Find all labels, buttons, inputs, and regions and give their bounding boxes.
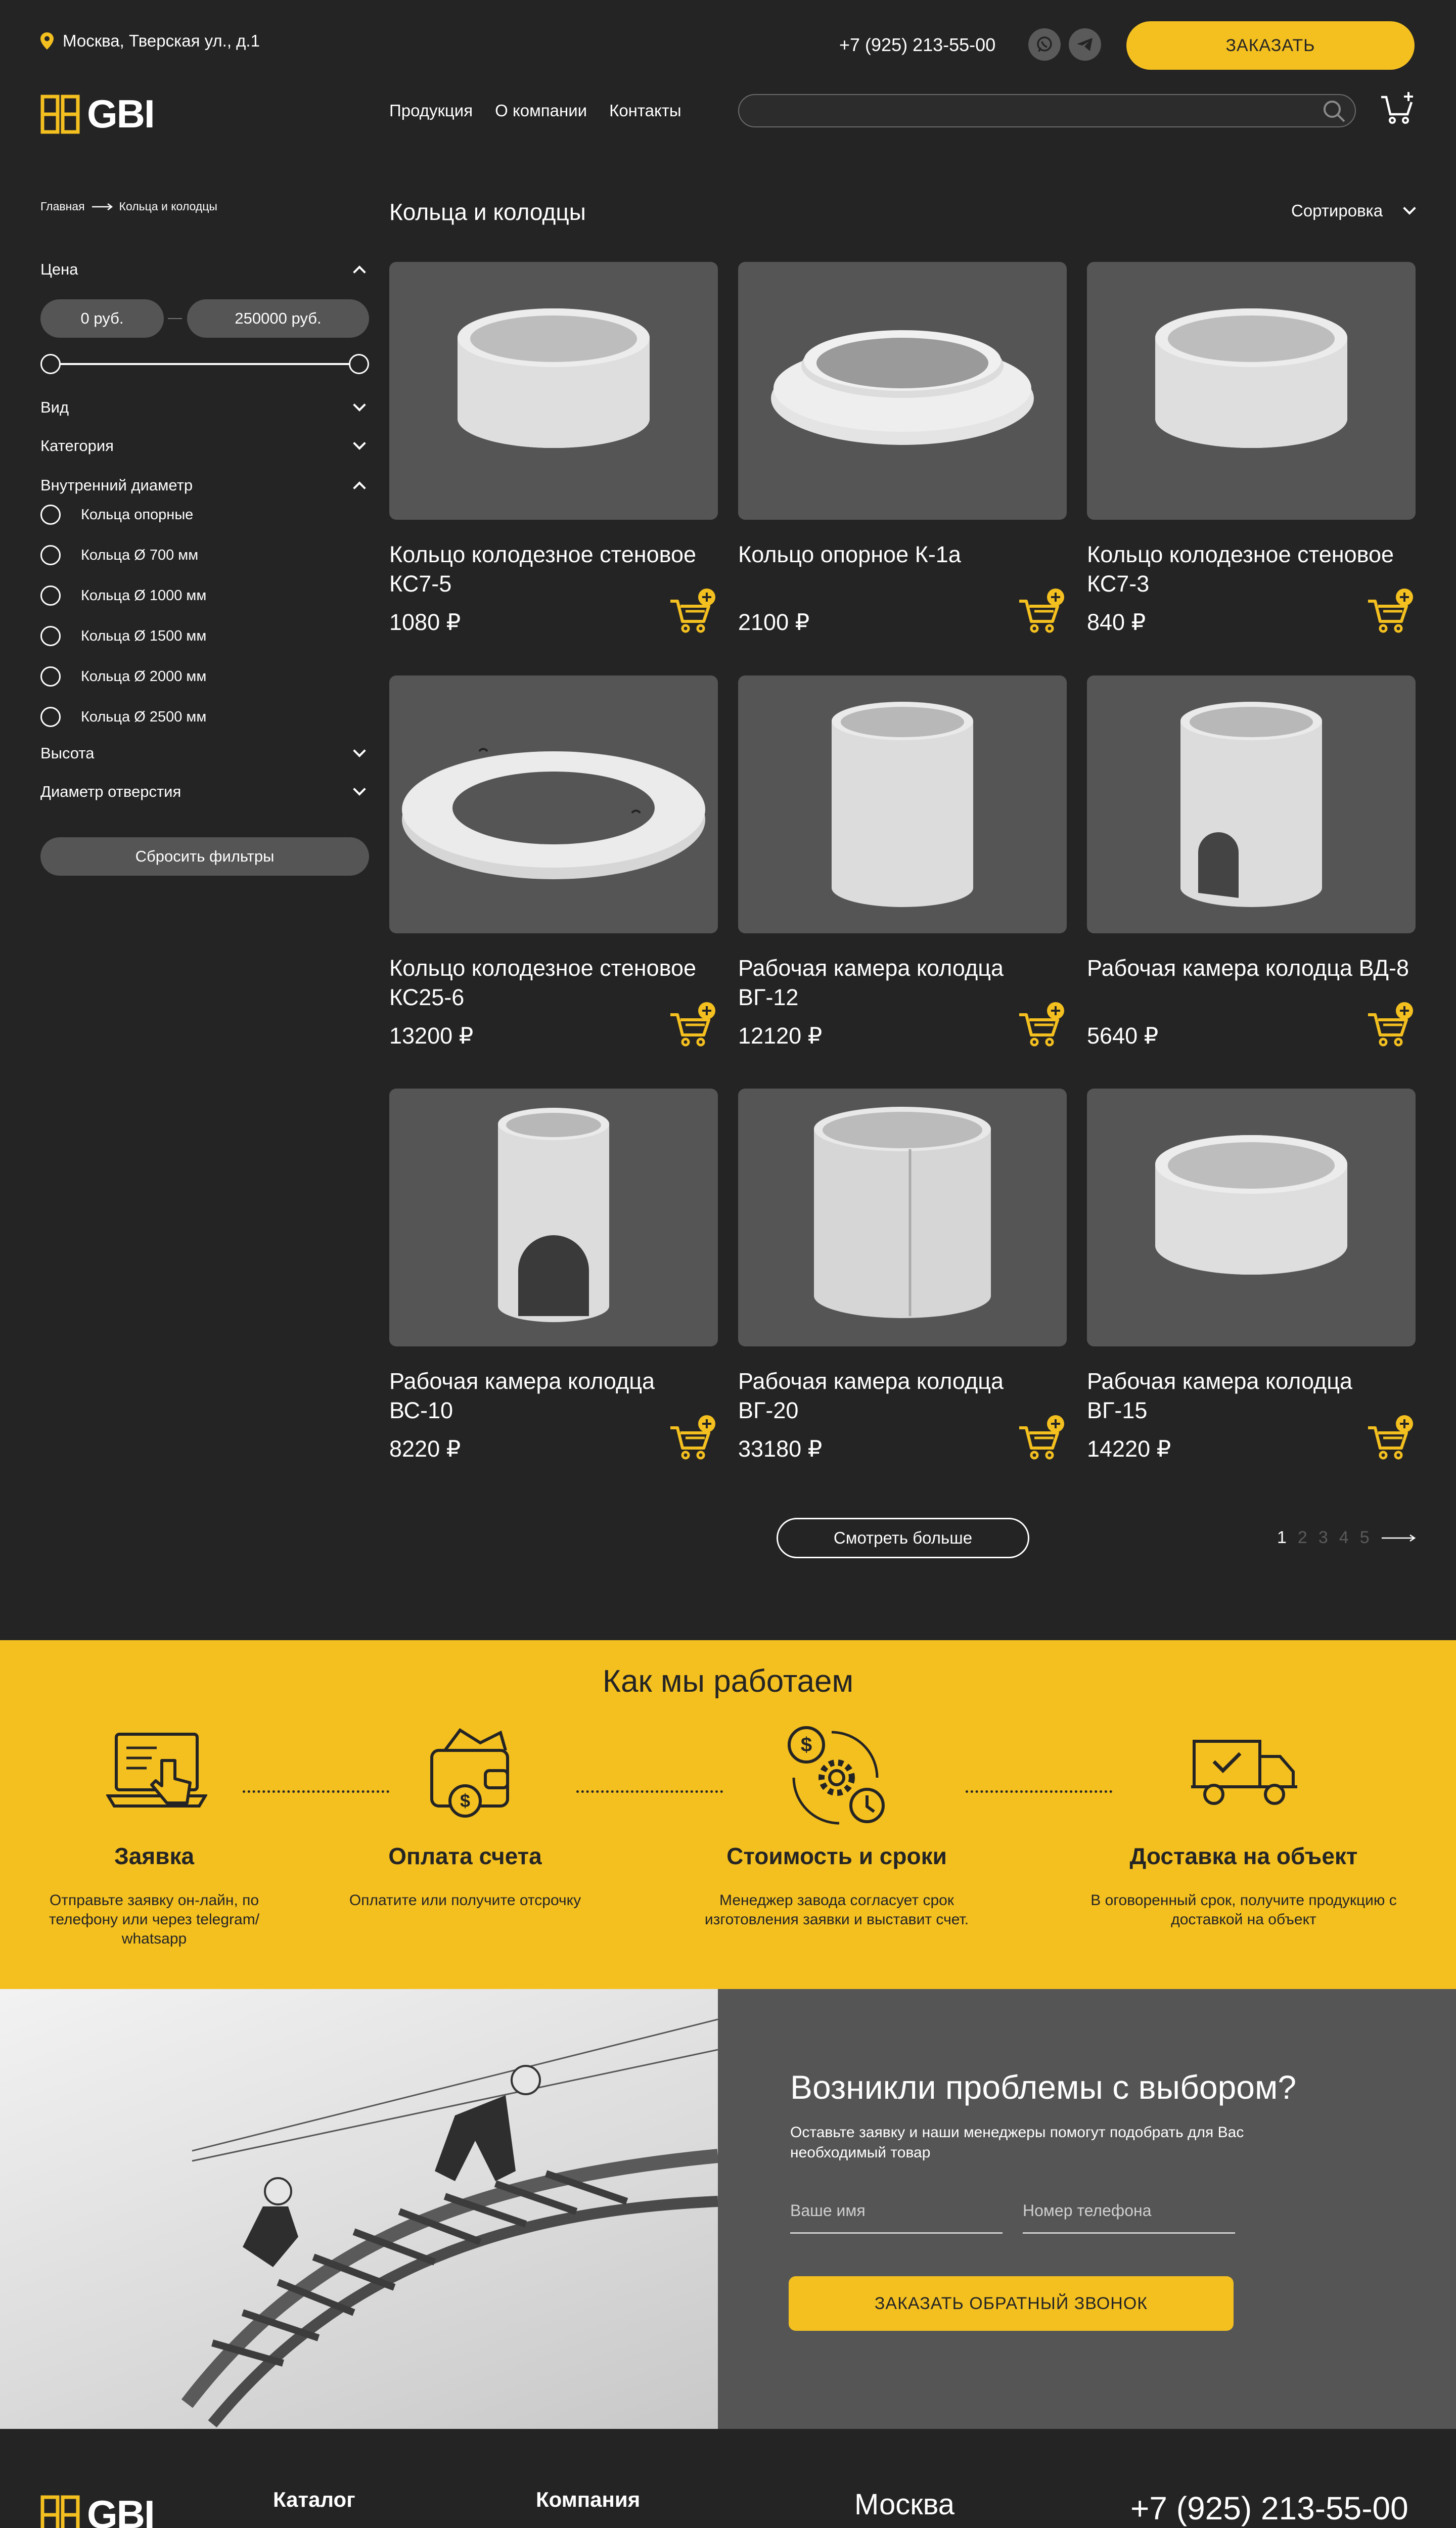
radio-button[interactable] [40, 626, 61, 646]
page-3[interactable]: 3 [1318, 1528, 1328, 1547]
search-input[interactable] [738, 94, 1356, 127]
diameter-option[interactable] [40, 535, 206, 575]
filter-price-header[interactable] [40, 260, 369, 279]
footer-company-title: Компания [536, 2488, 641, 2511]
order-button[interactable]: ЗАКАЗАТЬ [1126, 21, 1415, 70]
location-pin-icon [40, 32, 54, 50]
chevron-down-icon [1403, 202, 1416, 214]
callback-title: Возникли проблемы с выбором? [790, 2068, 1297, 2106]
product-price: 5640 ₽ [1087, 1023, 1159, 1049]
radio-button[interactable] [40, 545, 61, 565]
add-to-cart-icon[interactable] [1017, 1001, 1066, 1049]
radio-button[interactable] [40, 707, 61, 727]
product-name[interactable]: Рабочая камера колодца ВГ-20 [738, 1368, 1004, 1423]
truck-icon [1191, 1736, 1297, 1812]
add-to-cart-icon[interactable] [668, 587, 717, 636]
reset-filters-button[interactable]: Сбросить фильтры [40, 837, 369, 876]
whatsapp-icon[interactable] [1028, 28, 1061, 61]
filter-height-label: Высота [40, 744, 95, 762]
nav-products[interactable]: Продукция [389, 101, 473, 120]
page-2[interactable]: 2 [1297, 1528, 1307, 1547]
cart-icon[interactable] [1379, 91, 1416, 127]
product-card[interactable] [389, 1089, 718, 1462]
workers-photo [0, 1989, 718, 2429]
logo[interactable] [40, 91, 154, 137]
callback-section [718, 1989, 1456, 2429]
product-price: 8220 ₽ [389, 1436, 461, 1462]
add-to-cart-icon[interactable] [1017, 587, 1066, 636]
svg-text:$: $ [800, 1734, 812, 1756]
product-image[interactable] [1087, 675, 1416, 933]
chevron-down-icon [353, 437, 366, 449]
step-connector [966, 1790, 1112, 1793]
laptop-hand-icon [106, 1730, 207, 1821]
search-icon[interactable] [1323, 100, 1346, 123]
product-price: 33180 ₽ [738, 1436, 823, 1462]
price-slider-track [51, 363, 359, 365]
add-to-cart-icon[interactable] [668, 1414, 717, 1462]
product-name[interactable]: Рабочая камера колодца ВГ-12 [738, 955, 1004, 1010]
sort-label: Сортировка [1291, 201, 1383, 220]
add-to-cart-icon[interactable] [1366, 587, 1415, 636]
step-desc: Оплатите или получите отсрочку [349, 1892, 581, 1909]
product-price: 2100 ₽ [738, 609, 810, 635]
sort-dropdown[interactable] [1291, 201, 1419, 220]
product-image[interactable] [738, 262, 1067, 520]
page-5[interactable]: 5 [1359, 1528, 1370, 1547]
option-label: Кольца Ø 700 мм [81, 547, 199, 563]
footer-city: Москва [854, 2488, 955, 2521]
product-name[interactable]: Кольцо колодезное стеновое КС7-5 [389, 541, 697, 597]
product-card[interactable] [1087, 262, 1416, 636]
how-we-work-section [0, 1640, 1456, 1989]
product-card[interactable] [1087, 1089, 1416, 1462]
step-connector [576, 1790, 723, 1793]
filter-hole-label: Диаметр отверстия [40, 783, 181, 800]
footer-phone[interactable]: +7 (925) 213-55-00 [1130, 2490, 1408, 2526]
filter-hole-header[interactable] [40, 783, 369, 801]
arrow-right-icon [91, 203, 113, 210]
product-card[interactable] [738, 262, 1067, 636]
product-card[interactable] [389, 675, 718, 1049]
product-name[interactable]: Кольцо опорное К-1а [738, 541, 961, 567]
address-text: Москва, Тверская ул., д.1 [63, 31, 260, 50]
filter-type-header[interactable] [40, 398, 369, 417]
filter-height-header[interactable] [40, 744, 369, 762]
step-connector [243, 1790, 389, 1793]
diameter-option[interactable] [40, 616, 206, 656]
telegram-icon[interactable] [1069, 28, 1101, 61]
logo-text: GBI [87, 92, 154, 136]
radio-button[interactable] [40, 505, 61, 525]
add-to-cart-icon[interactable] [668, 1001, 717, 1049]
name-input[interactable] [790, 2201, 1003, 2234]
product-image[interactable] [738, 1089, 1067, 1346]
phone-placeholder: Номер телефона [1023, 2201, 1152, 2220]
product-price: 14220 ₽ [1087, 1436, 1171, 1462]
construction-workers-image [0, 1989, 718, 2429]
step-desc: В оговоренный срок, получите продукцию с доставкой на объект [1090, 1892, 1397, 1928]
footer-catalog-title: Каталог [273, 2488, 355, 2511]
phone-input[interactable] [1023, 2201, 1235, 2234]
product-card[interactable] [738, 1089, 1067, 1462]
product-name[interactable]: Кольцо колодезное стеновое КС7-3 [1087, 541, 1394, 597]
price-max-input[interactable]: 250000 руб. [187, 299, 369, 338]
nav-contacts[interactable]: Контакты [609, 101, 681, 120]
step-desc: Отправьте заявку он-лайн, по телефону или через telegram/ whatsapp [49, 1892, 260, 1947]
header-address [40, 31, 260, 51]
filter-price-label: Цена [40, 260, 78, 278]
svg-text:$: $ [460, 1790, 471, 1811]
chevron-up-icon [353, 265, 366, 278]
product-name[interactable]: Рабочая камера колодца ВС-10 [389, 1368, 655, 1423]
page-1[interactable]: 1 [1277, 1528, 1287, 1547]
product-name[interactable]: Кольцо колодезное стеновое КС25-6 [389, 955, 697, 1010]
add-to-cart-icon[interactable] [1366, 1001, 1415, 1049]
radio-button[interactable] [40, 666, 61, 687]
filter-type-label: Вид [40, 398, 69, 416]
product-image[interactable] [389, 1089, 718, 1346]
product-price: 12120 ₽ [738, 1023, 823, 1049]
add-to-cart-icon[interactable] [1366, 1414, 1415, 1462]
footer-logo-text: GBI [87, 2492, 154, 2528]
diameter-option[interactable] [40, 575, 206, 616]
product-price: 13200 ₽ [389, 1023, 474, 1049]
filter-category-label: Категория [40, 437, 114, 455]
price-slider-max-handle[interactable] [349, 354, 369, 374]
product-price: 1080 ₽ [389, 609, 461, 635]
option-label: Кольца Ø 2500 мм [81, 708, 207, 725]
footer-logo[interactable] [40, 2492, 154, 2528]
product-image[interactable] [389, 675, 718, 933]
pagination [1277, 1528, 1416, 1548]
main-nav [389, 101, 704, 120]
price-slider-min-handle[interactable] [40, 354, 61, 374]
product-card[interactable] [1087, 675, 1416, 1049]
filter-diameter-header[interactable] [40, 476, 369, 494]
arrow-right-icon[interactable] [1381, 1534, 1416, 1542]
product-image[interactable] [389, 262, 718, 520]
price-min-input[interactable]: 0 руб. [40, 299, 164, 338]
product-price: 840 ₽ [1087, 609, 1146, 635]
step-title: Оплата счета [388, 1843, 542, 1869]
nav-about[interactable]: О компании [495, 101, 587, 120]
diameter-options [40, 494, 206, 737]
diameter-option[interactable] [40, 697, 206, 737]
chevron-down-icon [353, 398, 366, 411]
option-label: Кольца опорные [81, 506, 194, 523]
logo-mark-icon [40, 2495, 80, 2528]
product-card[interactable] [389, 262, 718, 636]
chevron-up-icon [353, 481, 366, 494]
callback-desc: Оставьте заявку и наши менеджеры помогут подобрать для Вас необходимый товар [790, 2124, 1244, 2161]
name-placeholder: Ваше имя [790, 2201, 866, 2220]
product-card[interactable] [738, 675, 1067, 1049]
product-image[interactable] [1087, 1089, 1416, 1346]
callback-button[interactable]: ЗАКАЗАТЬ ОБРАТНЫЙ ЗВОНОК [789, 2276, 1234, 2331]
header-phone[interactable]: +7 (925) 213-55-00 [839, 34, 996, 55]
chevron-down-icon [353, 744, 366, 757]
page-4[interactable]: 4 [1339, 1528, 1349, 1547]
add-to-cart-icon[interactable] [1017, 1414, 1066, 1462]
step-desc: Менеджер завода согласует срок изготовления заявки и выставит счет. [704, 1892, 969, 1928]
show-more-button[interactable]: Смотреть больше [777, 1518, 1029, 1558]
step-title: Стоимость и сроки [726, 1843, 947, 1869]
gear-money-clock-icon [784, 1722, 890, 1828]
product-image[interactable] [738, 675, 1067, 933]
breadcrumb-current: Кольца и колодцы [119, 200, 217, 213]
how-title: Как мы работаем [602, 1664, 854, 1699]
product-name[interactable]: Рабочая камера колодца ВД-8 [1087, 955, 1409, 981]
diameter-option[interactable] [40, 656, 206, 697]
breadcrumb-home[interactable]: Главная [40, 200, 85, 213]
product-name[interactable]: Рабочая камера колодца ВГ-15 [1087, 1368, 1353, 1423]
chevron-down-icon [353, 783, 366, 795]
filter-category-header[interactable] [40, 437, 369, 455]
filter-diameter-label: Внутренний диаметр [40, 476, 193, 494]
step-title: Заявка [114, 1843, 195, 1869]
option-label: Кольца Ø 1500 мм [81, 627, 207, 644]
radio-button[interactable] [40, 585, 61, 606]
breadcrumb [40, 200, 217, 213]
price-separator: — [168, 309, 182, 325]
page-title: Кольца и колодцы [389, 199, 586, 225]
wallet-icon [425, 1725, 516, 1826]
option-label: Кольца Ø 2000 мм [81, 668, 207, 685]
logo-mark-icon [40, 95, 80, 134]
diameter-option[interactable] [40, 494, 206, 535]
option-label: Кольца Ø 1000 мм [81, 587, 207, 604]
step-title: Доставка на объект [1129, 1843, 1358, 1869]
product-image[interactable] [1087, 262, 1416, 520]
